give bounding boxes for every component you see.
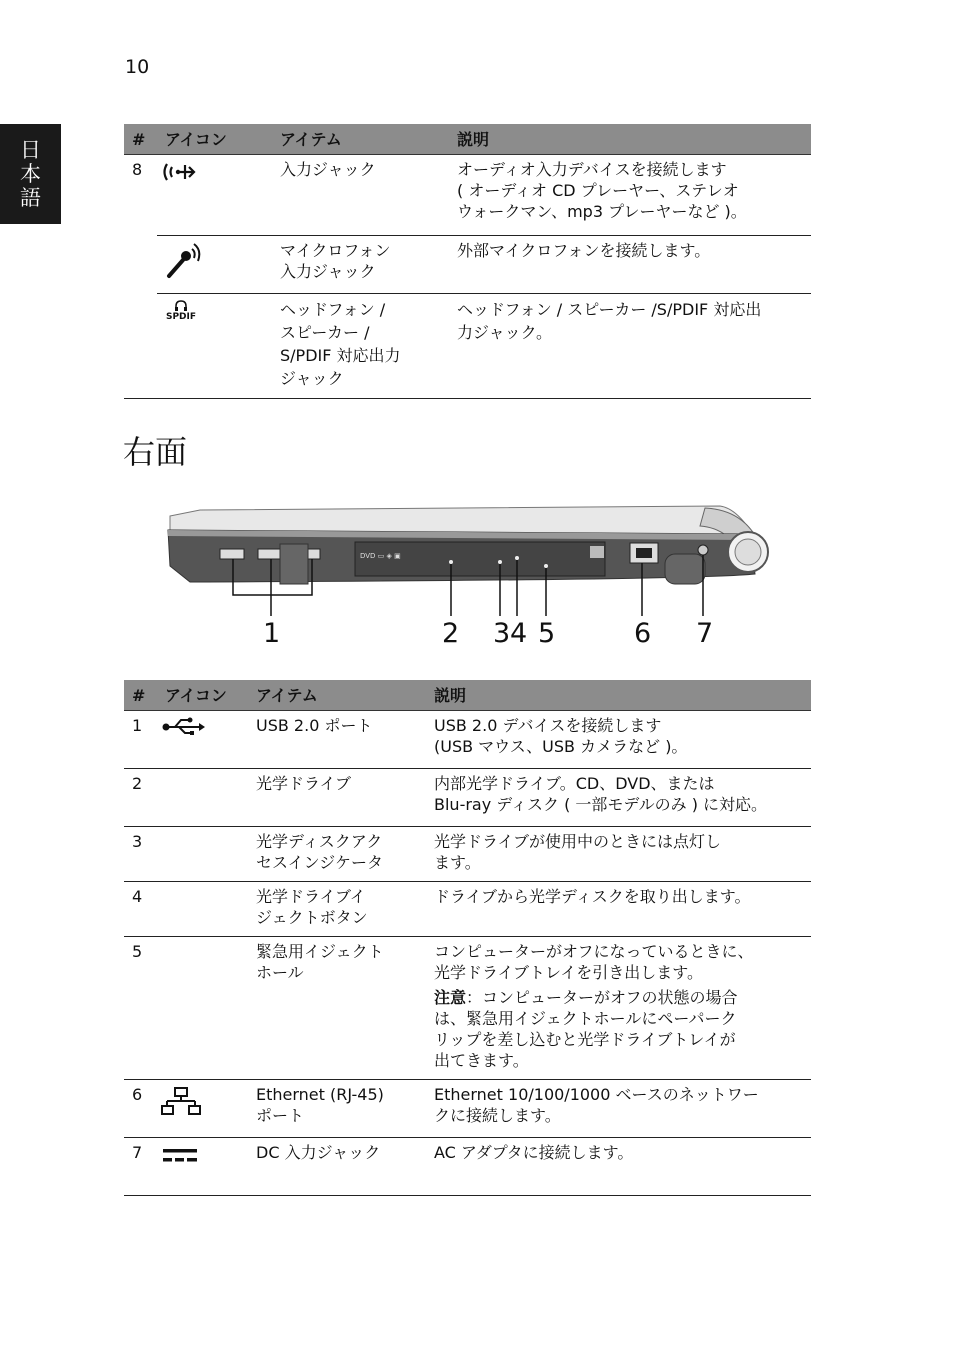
row-desc — [426, 937, 811, 1080]
table-row — [124, 827, 811, 882]
row-item: USB 2.0 ポート — [248, 711, 426, 769]
language-tab-char: 本 — [20, 162, 41, 186]
row-icon — [157, 769, 248, 827]
desc-line: 光学ドライブが使用中のときには点灯し — [434, 832, 722, 851]
row-icon — [157, 1138, 248, 1196]
row-desc — [426, 882, 811, 937]
callout-6: 6 — [634, 618, 652, 649]
row-icon — [157, 827, 248, 882]
row-item: マイクロフォン 入力ジャック — [272, 236, 449, 294]
row-number: 6 — [124, 1080, 157, 1138]
desc-line: Ethernet 10/100/1000 ベースのネットワー — [434, 1085, 759, 1104]
row-number — [124, 294, 157, 399]
row-item: Ethernet (RJ-45) ポート — [248, 1080, 426, 1138]
col-header: # — [124, 680, 157, 711]
desc-line: ( オーディオ CD プレーヤー、ステレオ — [457, 181, 739, 200]
row-item: 緊急用イジェクト ホール — [248, 937, 426, 1080]
desc-line: 力ジャック。 — [457, 323, 553, 342]
row-icon — [157, 937, 248, 1080]
col-header: アイテム — [272, 124, 449, 155]
callout-4: 4 — [510, 618, 528, 649]
desc-line: ます。 — [434, 853, 481, 872]
dc-in-icon — [161, 1145, 248, 1167]
table-right-ports — [124, 680, 811, 1196]
row-item: DC 入力ジャック — [248, 1138, 426, 1196]
row-number: 8 — [132, 160, 143, 179]
desc-line: USB 2.0 デバイスを接続します — [434, 716, 662, 735]
table-row — [124, 882, 811, 937]
desc-line: ヘッドフォン / スピーカー /S/PDIF 対応出 — [457, 300, 762, 319]
desc-line: 内部光学ドライブ。CD、DVD、または — [434, 774, 715, 793]
row-icon — [157, 294, 272, 399]
row-desc — [426, 769, 811, 827]
row-icon — [157, 236, 272, 294]
row-desc — [426, 711, 811, 769]
desc-line: クに接続します。 — [434, 1106, 561, 1125]
row-desc — [426, 1138, 811, 1196]
desc-line: ウォークマン、mp3 プレーヤーなど )。 — [457, 202, 747, 221]
col-header: アイテム — [248, 680, 426, 711]
row-number: 2 — [124, 769, 157, 827]
desc-line: (USB マウス、USB カメラなど )。 — [434, 737, 688, 756]
col-header: # — [124, 124, 157, 155]
row-item: 光学ドライブ — [248, 769, 426, 827]
desc-line: Blu-ray ディスク ( 一部モデルのみ ) に対応。 — [434, 795, 768, 814]
row-item: 光学ディスクアク セスインジケータ — [248, 827, 426, 882]
note-label: 注意 — [434, 988, 467, 1007]
callout-3: 3 — [493, 618, 511, 649]
table-row — [124, 711, 811, 769]
row-icon — [157, 711, 248, 769]
row-number: 3 — [124, 827, 157, 882]
table-header — [124, 680, 811, 711]
table-header — [124, 124, 811, 155]
note-text: ：コンピューターがオフの状態の場合 は、緊急用イジェクトホールにペーパーク リップを差し込むと光学ドライブトレイが 出てきます。 — [434, 988, 738, 1070]
desc-line: ドライブから光学ディスクを取り出します。 — [434, 887, 751, 906]
right-side-diagram — [160, 500, 780, 664]
row-desc — [426, 1080, 811, 1138]
table-row — [124, 769, 811, 827]
table-row — [124, 236, 811, 294]
row-item: 光学ドライブイ ジェクトボタン — [248, 882, 426, 937]
row-icon — [157, 155, 272, 236]
page-number: 10 — [125, 56, 150, 78]
table-row — [124, 1080, 811, 1138]
row-number: 4 — [124, 882, 157, 937]
row-desc — [449, 236, 811, 294]
row-item: ヘッドフォン / スピーカー / S/PDIF 対応出力 ジャック — [272, 294, 449, 399]
microphone-icon — [161, 240, 272, 280]
col-header: 説明 — [426, 680, 811, 711]
audio-in-icon — [161, 159, 272, 187]
row-icon — [157, 1080, 248, 1138]
svg-text:DVD ▭ ◈ ▣: DVD ▭ ◈ ▣ — [360, 552, 401, 560]
desc-line: AC アダプタに接続します。 — [434, 1143, 634, 1162]
table-row — [124, 1138, 811, 1196]
language-tab-char: 語 — [20, 186, 41, 210]
table-row — [124, 294, 811, 399]
language-tab-char: 日 — [20, 138, 41, 162]
row-desc — [449, 155, 811, 236]
section-title: 右面 — [123, 433, 188, 471]
spdif-label: SPDIF — [165, 312, 197, 322]
desc-line: オーディオ入力デバイスを接続します — [457, 160, 727, 179]
row-number: 7 — [124, 1138, 157, 1196]
row-item: 入力ジャック — [272, 155, 449, 236]
callout-2: 2 — [442, 618, 460, 649]
col-header: アイコン — [157, 124, 272, 155]
table-row — [124, 155, 811, 236]
row-icon — [157, 882, 248, 937]
desc-line: 外部マイクロフォンを接続します。 — [457, 241, 711, 260]
desc-line: コンピューターがオフになっているときに、 — [434, 942, 754, 961]
language-tab — [0, 124, 61, 224]
headphone-spdif-icon — [161, 300, 201, 322]
callout-7: 7 — [696, 618, 714, 649]
row-number — [124, 236, 157, 294]
desc-line: 光学ドライブトレイを引き出します。 — [434, 963, 703, 982]
row-number: 5 — [124, 937, 157, 1080]
usb-icon — [161, 715, 248, 737]
callout-5: 5 — [538, 618, 556, 649]
col-header: アイコン — [157, 680, 248, 711]
ethernet-icon — [161, 1086, 248, 1116]
col-header: 説明 — [449, 124, 811, 155]
row-desc — [449, 294, 811, 399]
table-row — [124, 937, 811, 1080]
row-number: 1 — [124, 711, 157, 769]
table-left-ports — [124, 124, 811, 399]
row-desc — [426, 827, 811, 882]
callout-1: 1 — [263, 618, 281, 649]
note — [434, 987, 811, 1071]
